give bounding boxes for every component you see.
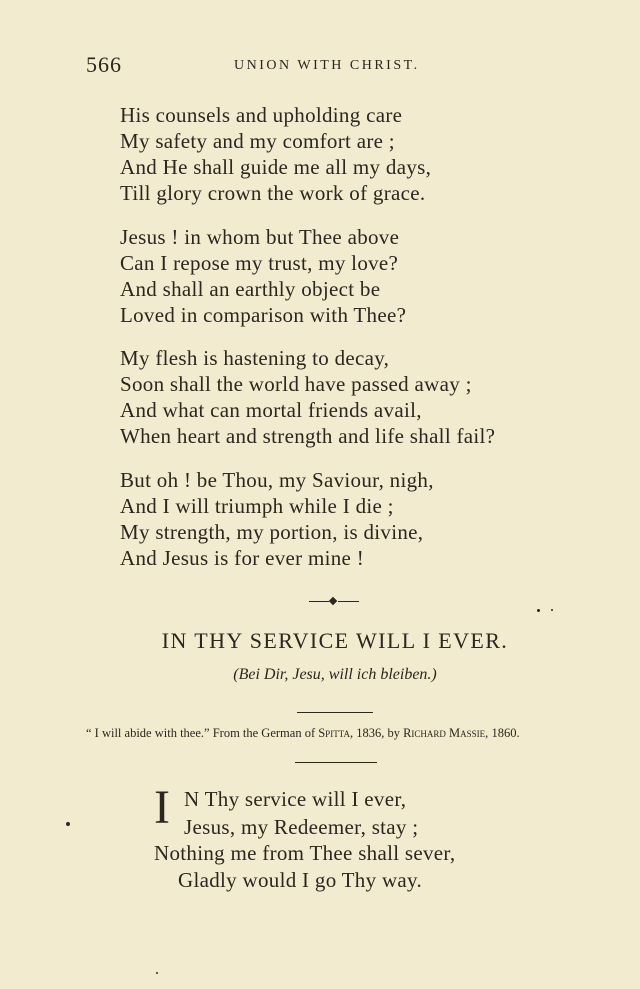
hymn-title: IN THY SERVICE WILL I EVER. — [161, 628, 509, 653]
attribution-rule — [295, 762, 377, 763]
poem-line: His counsels and upholding care — [120, 103, 403, 127]
poem-line: My strength, my portion, is divine, — [120, 520, 424, 544]
poem-line: Loved in comparison with Thee? — [120, 303, 407, 327]
stanza-3 — [120, 345, 495, 449]
running-title: UNION WITH CHRIST. — [234, 58, 420, 73]
poem-line: But oh ! be Thou, my Saviour, nigh, — [120, 468, 434, 492]
poem-line: And I will triumph while I die ; — [120, 494, 394, 518]
poem-line: Soon shall the world have passed away ; — [120, 372, 472, 396]
page-header — [86, 52, 556, 82]
poem-line: And He shall guide me all my days, — [120, 155, 432, 179]
title-rule — [297, 712, 373, 713]
drop-cap: I — [154, 781, 170, 834]
page-number: 566 — [86, 52, 122, 77]
poem-line: Jesus ! in whom but Thee above — [120, 225, 400, 249]
poem-line: Till glory crown the work of grace. — [120, 181, 426, 205]
scripture-quote: “ I will abide with thee.” — [86, 726, 210, 740]
poem-line: Nothing me from Thee shall sever, — [154, 841, 456, 865]
stanza-2 — [120, 224, 406, 328]
poem-line: N Thy service will I ever, — [184, 787, 407, 811]
poem-line: Gladly would I go Thy way. — [178, 868, 423, 892]
poem-line: When heart and strength and life shall fail? — [120, 424, 496, 448]
poem-line: Can I repose my trust, my love? — [120, 251, 399, 275]
stanza-1 — [120, 102, 431, 206]
original-author: Spitta, — [318, 726, 354, 740]
translator-prefix: by — [387, 726, 400, 740]
poem-line: My safety and my comfort are ; — [120, 129, 395, 153]
poem-line: Jesus, my Redeemer, stay ; — [184, 815, 419, 839]
original-year: 1836, — [356, 726, 385, 740]
poem-line: And Jesus is for ever mine ! — [120, 546, 365, 570]
hymn-attribution — [86, 724, 586, 742]
poem-line: And what can mortal friends avail, — [120, 398, 422, 422]
original-german-title: (Bei Dir, Jesu, will ich bleiben.) — [233, 666, 437, 683]
stanza-4 — [120, 467, 434, 571]
translator-name: Richard Massie, — [403, 726, 489, 740]
poem-line: My flesh is hastening to decay, — [120, 346, 390, 370]
poem-line: And shall an earthly object be — [120, 277, 381, 301]
source-prefix: From the German of — [212, 726, 316, 740]
section-divider-ornament — [309, 596, 359, 608]
translation-year: 1860. — [491, 726, 520, 740]
